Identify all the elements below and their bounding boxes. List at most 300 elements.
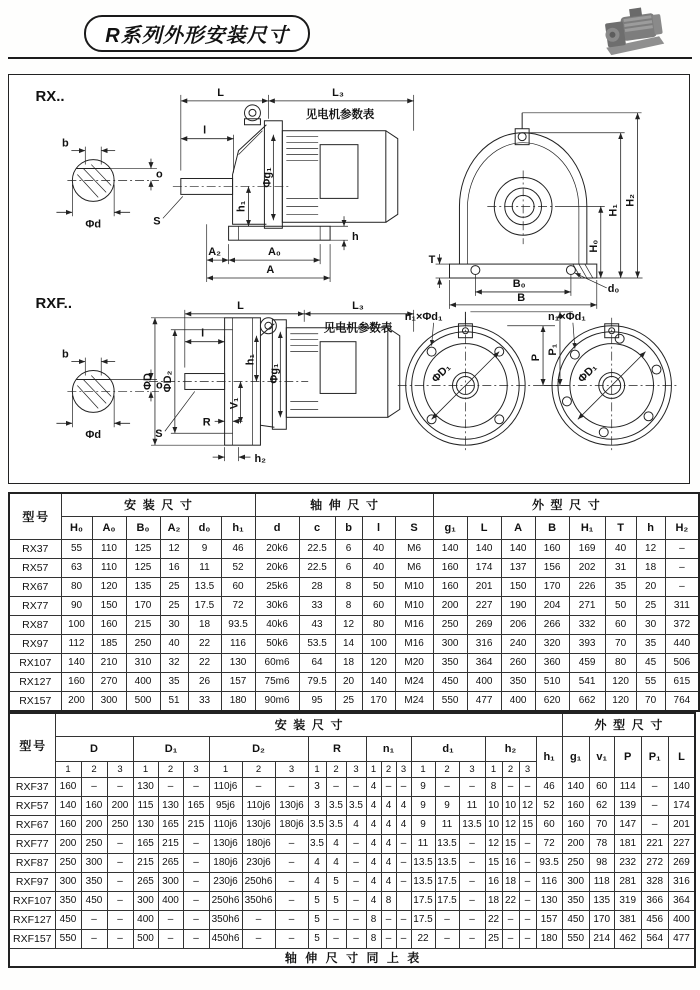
value-cell: 35 (636, 635, 665, 654)
value-cell: 250h6 (209, 892, 242, 911)
value-cell: 25 (636, 597, 665, 616)
value-cell: 400 (133, 911, 158, 930)
dim-label-d0: d₀ (607, 282, 620, 295)
value-cell: 11 (435, 816, 459, 835)
index-header: 2 (326, 762, 346, 778)
value-cell: 12 (335, 616, 362, 635)
index-header: 3 (396, 762, 411, 778)
value-cell: – (346, 835, 366, 854)
value-cell: 4 (366, 892, 381, 911)
value-cell: 80 (605, 654, 636, 673)
value-cell: 165 (183, 797, 209, 816)
value-cell: 52 (221, 559, 255, 578)
column-header: P (614, 737, 641, 778)
value-cell: – (183, 873, 209, 892)
value-cell: – (665, 540, 699, 559)
value-cell: 260 (501, 654, 535, 673)
value-cell: 5 (308, 930, 326, 949)
value-cell: 13.5 (411, 873, 435, 892)
value-cell: 90m6 (255, 692, 299, 712)
value-cell: – (346, 778, 366, 797)
value-cell: 95j6 (209, 797, 242, 816)
table-footer-note: 轴伸尺寸同上表 (9, 949, 695, 968)
dim-label-P1: P₁ (546, 343, 559, 356)
value-cell: 53.5 (299, 635, 335, 654)
value-cell: – (665, 578, 699, 597)
value-cell: 160 (55, 778, 81, 797)
value-cell: 230j6 (242, 854, 275, 873)
value-cell: 4 (381, 873, 396, 892)
rxf-flange-view-1 (398, 311, 573, 453)
value-cell: 400 (668, 911, 695, 930)
value-cell: 40 (160, 635, 188, 654)
rxf-side-view (142, 300, 414, 465)
dim-label-R: R (202, 416, 211, 429)
value-cell: 180j6 (209, 854, 242, 873)
value-cell: 22 (485, 911, 502, 930)
rx-label: RX.. (35, 87, 65, 105)
index-header: 2 (381, 762, 396, 778)
value-cell: 215 (158, 835, 183, 854)
model-cell: RX127 (9, 673, 61, 692)
value-cell: 456 (641, 911, 668, 930)
value-cell: 200 (433, 597, 467, 616)
value-cell: 63 (61, 559, 92, 578)
column-header: A₀ (92, 517, 126, 540)
value-cell: 250 (433, 616, 467, 635)
value-cell: – (81, 911, 107, 930)
value-cell: 510 (535, 673, 569, 692)
value-cell: 30 (636, 616, 665, 635)
rx-side-view (153, 87, 413, 282)
value-cell: 20k6 (255, 559, 299, 578)
model-cell: RX77 (9, 597, 61, 616)
value-cell: 33 (299, 597, 335, 616)
value-cell: 8 (366, 911, 381, 930)
value-cell: 215 (183, 816, 209, 835)
table-row (9, 778, 695, 797)
index-header: 3 (183, 762, 209, 778)
value-cell: 160 (562, 797, 589, 816)
model-cell: RX37 (9, 540, 61, 559)
value-cell: – (459, 778, 485, 797)
column-header: h₁ (221, 517, 255, 540)
value-cell: – (396, 854, 411, 873)
value-cell: 160 (81, 797, 107, 816)
value-cell: 18 (335, 654, 362, 673)
value-cell: – (396, 778, 411, 797)
value-cell: – (641, 778, 668, 797)
value-cell: 240 (501, 635, 535, 654)
value-cell: 360 (535, 654, 569, 673)
value-cell: 13.5 (188, 578, 221, 597)
index-header: 1 (55, 762, 81, 778)
value-cell: 18 (636, 559, 665, 578)
value-cell: 64 (299, 654, 335, 673)
table-row (9, 797, 695, 816)
value-cell: 250 (81, 835, 107, 854)
value-cell: 9 (411, 797, 435, 816)
index-header: 1 (308, 762, 326, 778)
value-cell: 200 (55, 835, 81, 854)
motor-note: 见电机参数表 (323, 322, 393, 335)
value-cell: 8 (335, 597, 362, 616)
value-cell: 140 (668, 778, 695, 797)
value-cell: 40k6 (255, 616, 299, 635)
value-cell: 118 (589, 873, 614, 892)
rx-table-body (9, 540, 699, 712)
value-cell: 130 (536, 892, 562, 911)
value-cell: M24 (395, 673, 433, 692)
value-cell: 180 (221, 692, 255, 712)
value-cell: 300 (92, 692, 126, 712)
dim-label-h1: h₁ (244, 353, 257, 366)
value-cell: 250 (126, 635, 160, 654)
value-cell: 9 (188, 540, 221, 559)
column-header: P₁ (641, 737, 668, 778)
column-header: d (255, 517, 299, 540)
value-cell: 16 (160, 559, 188, 578)
value-cell: 206 (501, 616, 535, 635)
value-cell: – (275, 930, 308, 949)
value-cell: – (381, 911, 396, 930)
value-cell: M6 (395, 559, 433, 578)
dimension-drawings (9, 75, 689, 483)
value-cell: 201 (467, 578, 501, 597)
value-cell: 269 (467, 616, 501, 635)
value-cell: 12 (519, 797, 536, 816)
value-cell: 226 (569, 578, 605, 597)
value-cell: 462 (614, 930, 641, 949)
value-cell: M24 (395, 692, 433, 712)
value-cell: 350 (501, 673, 535, 692)
value-cell: 350 (55, 892, 81, 911)
value-cell: – (107, 873, 133, 892)
table-row (9, 873, 695, 892)
dim-label-S: S (153, 215, 161, 228)
value-cell: 156 (535, 559, 569, 578)
value-cell: 70 (589, 816, 614, 835)
value-cell: – (275, 892, 308, 911)
value-cell: 90 (61, 597, 92, 616)
index-header: 3 (107, 762, 133, 778)
index-header: 1 (411, 762, 435, 778)
group-header-mounting: 安装尺寸 (55, 713, 562, 737)
value-cell: – (435, 930, 459, 949)
dim-label-b: b (62, 348, 69, 361)
model-cell: RX57 (9, 559, 61, 578)
value-cell: – (242, 930, 275, 949)
value-cell: 140 (55, 797, 81, 816)
value-cell: 564 (641, 930, 668, 949)
value-cell: 3 (308, 778, 326, 797)
value-cell: 20 (636, 578, 665, 597)
value-cell: – (459, 873, 485, 892)
value-cell: 22.5 (299, 540, 335, 559)
value-cell: 35 (160, 673, 188, 692)
subgroup-header-D1: D₁ (133, 737, 209, 762)
value-cell: 230j6 (209, 873, 242, 892)
value-cell: 310 (126, 654, 160, 673)
value-cell: 160 (433, 578, 467, 597)
value-cell: 9 (411, 778, 435, 797)
value-cell: 200 (61, 692, 92, 712)
value-cell: 110 (92, 540, 126, 559)
dim-label-o: o (155, 379, 163, 392)
value-cell: 4 (381, 816, 396, 835)
value-cell: 13.5 (459, 816, 485, 835)
dim-label-A: A (266, 264, 275, 277)
column-header-model: 型号 (9, 713, 55, 778)
value-cell: 30 (160, 616, 188, 635)
value-cell: 232 (614, 854, 641, 873)
value-cell: 30k6 (255, 597, 299, 616)
dim-label-l: l (203, 124, 207, 137)
value-cell: 400 (126, 673, 160, 692)
value-cell: 615 (665, 673, 699, 692)
value-cell: – (107, 778, 133, 797)
dim-label-g1: Φg₁ (261, 167, 274, 188)
table-row (9, 911, 695, 930)
value-cell: 200 (107, 797, 133, 816)
value-cell: 170 (589, 911, 614, 930)
index-header: 1 (133, 762, 158, 778)
index-header: 3 (275, 762, 308, 778)
value-cell: 250h6 (242, 873, 275, 892)
value-cell: 13.5 (411, 854, 435, 873)
group-header-outline: 外型尺寸 (562, 713, 695, 737)
value-cell: 328 (641, 873, 668, 892)
index-header: 3 (459, 762, 485, 778)
value-cell: 20k6 (255, 540, 299, 559)
value-cell: 202 (569, 559, 605, 578)
index-header: 2 (81, 762, 107, 778)
value-cell: 12 (502, 816, 519, 835)
value-cell: – (396, 873, 411, 892)
model-cell: RXF97 (9, 873, 55, 892)
index-header: 3 (346, 762, 366, 778)
value-cell: 400 (501, 692, 535, 712)
value-cell: 265 (158, 854, 183, 873)
value-cell: 28 (299, 578, 335, 597)
value-cell: 93.5 (221, 616, 255, 635)
column-header: v₁ (589, 737, 614, 778)
value-cell: 210 (92, 654, 126, 673)
value-cell: 51 (160, 692, 188, 712)
value-cell: 450h6 (209, 930, 242, 949)
rxf-shaft-section (56, 349, 163, 442)
value-cell: 139 (614, 797, 641, 816)
value-cell: 15 (485, 854, 502, 873)
value-cell: 15 (519, 816, 536, 835)
value-cell: – (396, 930, 411, 949)
value-cell: 400 (158, 892, 183, 911)
value-cell: 316 (668, 873, 695, 892)
value-cell: 350h6 (242, 892, 275, 911)
value-cell: 9 (411, 816, 435, 835)
value-cell: 180j6 (242, 835, 275, 854)
value-cell: – (107, 854, 133, 873)
value-cell: – (183, 911, 209, 930)
value-cell: 116 (536, 873, 562, 892)
value-cell: 174 (668, 797, 695, 816)
value-cell: 114 (614, 778, 641, 797)
value-cell: 477 (668, 930, 695, 949)
rxf-dimensions-table (8, 712, 696, 968)
dim-label-o: o (155, 168, 163, 181)
model-cell: RX97 (9, 635, 61, 654)
value-cell: – (519, 835, 536, 854)
value-cell: – (158, 930, 183, 949)
table-row (9, 597, 699, 616)
value-cell: 75m6 (255, 673, 299, 692)
value-cell: 500 (126, 692, 160, 712)
value-cell: – (158, 778, 183, 797)
rx-dimensions-table (8, 492, 700, 712)
value-cell: 266 (535, 616, 569, 635)
value-cell: 332 (569, 616, 605, 635)
value-cell: 46 (536, 778, 562, 797)
value-cell: 60 (536, 816, 562, 835)
value-cell: – (275, 778, 308, 797)
value-cell: 150 (501, 578, 535, 597)
value-cell: 125 (126, 559, 160, 578)
value-cell: 550 (562, 930, 589, 949)
index-header: 1 (209, 762, 242, 778)
value-cell: 550 (433, 692, 467, 712)
value-cell: 170 (535, 578, 569, 597)
value-cell: 20 (335, 673, 362, 692)
dim-label-L: L (237, 299, 244, 312)
value-cell: 450 (81, 892, 107, 911)
value-cell: M16 (395, 616, 433, 635)
value-cell: 100 (61, 616, 92, 635)
index-header: 1 (366, 762, 381, 778)
header-divider (8, 57, 692, 59)
value-cell: 79.5 (299, 673, 335, 692)
value-cell: – (519, 930, 536, 949)
value-cell: 170 (126, 597, 160, 616)
value-cell: 12 (485, 835, 502, 854)
value-cell: – (183, 835, 209, 854)
value-cell: – (396, 911, 411, 930)
model-cell: RXF57 (9, 797, 55, 816)
value-cell: – (107, 835, 133, 854)
value-cell: 17.5 (435, 892, 459, 911)
value-cell: 16 (485, 873, 502, 892)
subgroup-header-h2: h₂ (485, 737, 536, 762)
value-cell: 250 (562, 854, 589, 873)
value-cell: 272 (641, 854, 668, 873)
value-cell: – (81, 930, 107, 949)
model-cell: RXF67 (9, 816, 55, 835)
value-cell: – (502, 930, 519, 949)
value-cell: – (459, 854, 485, 873)
value-cell: 140 (433, 540, 467, 559)
value-cell: 25k6 (255, 578, 299, 597)
value-cell: 300 (81, 854, 107, 873)
dim-label-D2: ΦD₂ (161, 370, 174, 393)
value-cell: 4 (396, 797, 411, 816)
value-cell: 60 (605, 616, 636, 635)
value-cell: 140 (562, 778, 589, 797)
value-cell: 350 (81, 873, 107, 892)
value-cell: 200 (81, 816, 107, 835)
value-cell: – (435, 911, 459, 930)
value-cell: 17.5 (188, 597, 221, 616)
dim-label-h: h (351, 231, 359, 244)
dim-label-A0: A₀ (267, 246, 281, 259)
value-cell: 110 (92, 559, 126, 578)
value-cell: 204 (535, 597, 569, 616)
value-cell: 52 (536, 797, 562, 816)
column-header: b (335, 517, 362, 540)
value-cell: 17.5 (411, 892, 435, 911)
value-cell: 160 (535, 540, 569, 559)
value-cell: 270 (92, 673, 126, 692)
table-row (9, 654, 699, 673)
value-cell: 4 (346, 816, 366, 835)
value-cell: 25 (160, 597, 188, 616)
value-cell: 70 (636, 692, 665, 712)
value-cell: – (183, 854, 209, 873)
drawings-panel (8, 74, 690, 484)
value-cell: – (326, 930, 346, 949)
value-cell: – (665, 559, 699, 578)
value-cell: 115 (133, 797, 158, 816)
value-cell: 140 (362, 673, 395, 692)
value-cell: – (326, 911, 346, 930)
index-header: 2 (435, 762, 459, 778)
value-cell: 6 (335, 540, 362, 559)
value-cell: 3.5 (326, 816, 346, 835)
value-cell: 3.5 (326, 797, 346, 816)
value-cell: 300 (55, 873, 81, 892)
table-row (9, 578, 699, 597)
value-cell: 22 (188, 654, 221, 673)
value-cell: 4 (366, 854, 381, 873)
value-cell: 350h6 (209, 911, 242, 930)
dim-label-H2: H₂ (624, 194, 637, 207)
value-cell: – (396, 835, 411, 854)
value-cell: 169 (569, 540, 605, 559)
value-cell: – (183, 892, 209, 911)
value-cell: 4 (366, 873, 381, 892)
value-cell: 50 (362, 578, 395, 597)
column-header-h1: h₁ (536, 737, 562, 778)
value-cell: 165 (133, 835, 158, 854)
subgroup-header-D2: D₂ (209, 737, 308, 762)
value-cell: 78 (589, 835, 614, 854)
value-cell: 140 (61, 654, 92, 673)
value-cell: 110j6 (242, 797, 275, 816)
value-cell: – (275, 835, 308, 854)
value-cell: 160 (92, 616, 126, 635)
rx-drawing (36, 87, 643, 309)
value-cell: 5 (326, 873, 346, 892)
value-cell: 3.5 (308, 835, 326, 854)
value-cell: 135 (589, 892, 614, 911)
value-cell: 4 (396, 816, 411, 835)
value-cell: M6 (395, 540, 433, 559)
value-cell: – (641, 816, 668, 835)
value-cell: 140 (467, 540, 501, 559)
value-cell: – (346, 930, 366, 949)
value-cell: 160 (433, 559, 467, 578)
value-cell: 12 (160, 540, 188, 559)
value-cell: 506 (665, 654, 699, 673)
value-cell: 165 (158, 816, 183, 835)
